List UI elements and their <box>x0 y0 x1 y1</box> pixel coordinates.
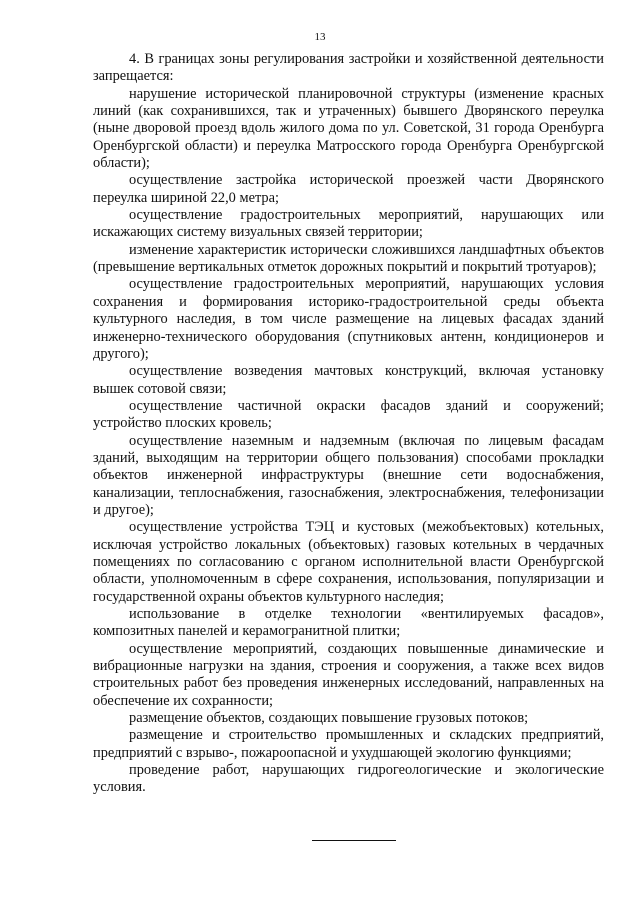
list-item: проведение работ, нарушающих гидрогеологические и экологические условия. <box>93 762 604 796</box>
section-heading: 4. В границах зоны регулирования застройки и хозяйственной деятельности запрещается: <box>93 51 604 85</box>
end-separator-line <box>312 840 396 841</box>
list-item: размещение и строительство промышленных и складских предприятий, предприятий с взрыво-, пожароопасной и ухудшающей экологию функциями; <box>93 727 604 761</box>
list-item: изменение характеристик исторически сложившихся ландшафтных объектов (превышение вертикальных отметок дорожных покрытий и покрытий тротуаров); <box>93 241 604 276</box>
page-number: 13 <box>314 31 326 43</box>
list-item: осуществление наземным и надземным (включая по лицевым фасадам зданий, выходящим на территории общего пользования) способами прокладки объектов инженерной инфраструктуры (внешние сети водоснабжения, канализации, теплоснабжения, газоснабжения, электроснабжения, телефонизации и другое); <box>93 432 604 518</box>
list-item: осуществление градостроительных мероприятий, нарушающих условия сохранения и формирования историко-градостроительной среды объекта культурного наследия, в том числе размещение на лицевых фасадах зданий инженерно-технического оборудования (спутниковых антенн, кондиционеров и другого); <box>93 276 604 362</box>
list-item: осуществление возведения мачтовых конструкций, включая установку вышек сотовой связи; <box>93 363 604 397</box>
list-item: нарушение исторической планировочной структуры (изменение красных линий (как сохранившихся, так и утраченных) бывшего Дворянского переулка (ныне дворовой проезд вдоль жилого дома по ул. Советской, 31 города Оренбурга Оренбургской области) и переулка Матросского города Оренбурга Оренбургской области); <box>93 85 604 172</box>
list-item: осуществление устройства ТЭЦ и кустовых (межобъектовых) котельных, исключая устройство локальных (объектовых) газовых котельных в чердачных помещениях по согласованию с органом исполнительной власти Оренбургской области, уполномоченным в сфере сохранения, использования, популяризации и государственной охраны объектов культурного наследия; <box>93 519 604 605</box>
list-item: использование в отделке технологии «вентилируемых фасадов», композитных панелей и керамогранитной плитки; <box>93 606 604 640</box>
document-body <box>93 51 604 797</box>
list-item: осуществление градостроительных мероприятий, нарушающих или искажающих систему визуальных связей территории; <box>93 207 604 241</box>
list-item: осуществление мероприятий, создающих повышенные динамические и вибрационные нагрузки на здания, строения и сооружения, а также всех видов строительных работ без проведения инженерных исследований, направленных на обеспечение их сохранности; <box>93 640 604 709</box>
list-item: размещение объектов, создающих повышение грузовых потоков; <box>129 710 529 727</box>
list-item: осуществление застройка исторической проезжей части Дворянского переулка шириной 22,0 метра; <box>93 172 604 206</box>
list-item: осуществление частичной окраски фасадов зданий и сооружений; устройство плоских кровель; <box>93 397 604 432</box>
